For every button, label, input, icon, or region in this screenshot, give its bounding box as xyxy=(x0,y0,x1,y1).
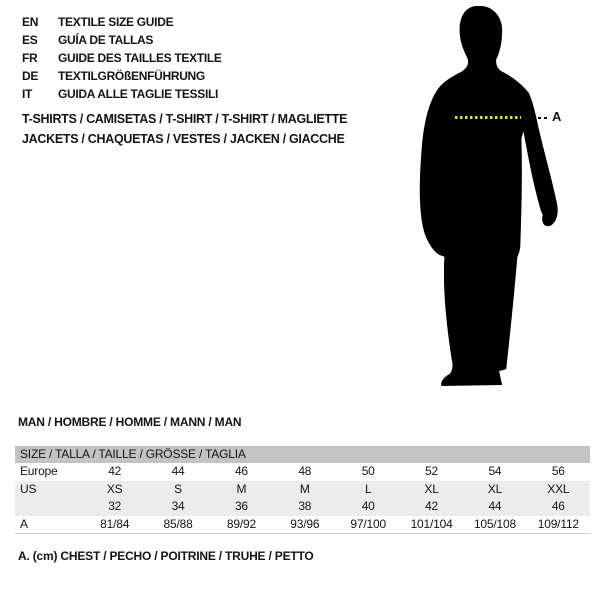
size-cell: M xyxy=(236,481,247,496)
size-cell: 54 xyxy=(488,464,502,478)
size-cell: XS xyxy=(106,481,123,496)
language-code: IT xyxy=(22,87,33,101)
size-cell: 109/112 xyxy=(537,516,579,531)
size-cell: 46 xyxy=(234,464,248,478)
language-code: FR xyxy=(22,51,38,65)
language-row-es xyxy=(22,31,222,49)
size-cell: 34 xyxy=(171,499,185,513)
language-code: DE xyxy=(22,69,39,83)
size-cell: 101/104 xyxy=(410,516,453,531)
size-cell: 85/88 xyxy=(163,516,193,531)
language-row-en xyxy=(22,13,222,31)
size-table-row xyxy=(15,516,590,534)
size-cell: S xyxy=(174,481,182,496)
size-row-label: A xyxy=(20,516,28,531)
size-cell: 46 xyxy=(551,499,565,513)
man-silhouette-figure xyxy=(413,4,565,392)
chest-measure-dashes-outside xyxy=(526,117,548,119)
size-cell: 42 xyxy=(425,499,439,513)
category-line: JACKETS / CHAQUETAS / VESTES / JACKEN / GIACCHE xyxy=(22,132,345,146)
language-row-fr xyxy=(22,49,222,67)
size-cell: XXL xyxy=(547,481,570,496)
size-cell: XL xyxy=(424,481,439,496)
size-cell: 81/84 xyxy=(100,516,130,531)
size-cell: 32 xyxy=(108,499,122,513)
size-cell: 50 xyxy=(361,464,375,478)
language-row-de xyxy=(22,67,222,85)
measurement-footnote: A. (cm) CHEST / PECHO / POITRINE / TRUHE / PETTO xyxy=(18,549,314,563)
size-cell: 105/108 xyxy=(473,516,516,531)
size-cell: XL xyxy=(487,481,503,496)
size-cell: 89/92 xyxy=(226,516,256,531)
size-cell: 48 xyxy=(298,464,312,478)
language-row-it xyxy=(22,85,222,103)
size-cell: 44 xyxy=(488,499,502,513)
size-cell: 44 xyxy=(171,464,185,478)
size-cell: 40 xyxy=(361,499,375,513)
size-row-label: Europe xyxy=(20,464,58,478)
language-label: GUIDA ALLE TAGLIE TESSILI xyxy=(58,87,219,101)
size-cell: 42 xyxy=(108,464,122,478)
language-list xyxy=(22,13,222,103)
size-table-header: SIZE / TALLA / TAILLE / GRÖSSE / TAGLIA xyxy=(15,446,590,463)
size-row-label: US xyxy=(20,481,37,496)
language-code: EN xyxy=(22,15,39,29)
size-cell: 93/96 xyxy=(290,516,320,531)
size-cell: L xyxy=(364,481,372,496)
section-title-man: MAN / HOMBRE / HOMME / MANN / MAN xyxy=(18,415,242,429)
size-table-row xyxy=(15,463,590,481)
language-label: TEXTILE SIZE GUIDE xyxy=(58,15,174,29)
size-cell: 52 xyxy=(425,464,439,478)
size-cell: 36 xyxy=(234,499,248,513)
language-code: ES xyxy=(22,33,38,47)
garment-categories xyxy=(22,109,347,149)
size-cell: 97/100 xyxy=(350,516,386,531)
language-label: GUÍA DE TALLAS xyxy=(58,33,154,47)
size-table-row xyxy=(15,481,590,499)
size-cell: 38 xyxy=(298,499,312,513)
chest-measure-dashes-on-body xyxy=(455,116,521,119)
language-label: GUIDE DES TAILLES TEXTILE xyxy=(58,51,222,65)
category-line: T-SHIRTS / CAMISETAS / T-SHIRT / T-SHIRT / MAGLIETTE xyxy=(22,112,348,126)
size-cell: 56 xyxy=(551,464,565,478)
size-cell: M xyxy=(299,481,310,496)
size-table-row xyxy=(15,498,590,516)
language-label: TEXTILGRÖßENFÜHRUNG xyxy=(58,69,205,83)
measure-label-a: A xyxy=(552,109,562,124)
man-silhouette-icon xyxy=(413,4,565,392)
size-table-bottom-line xyxy=(15,533,590,534)
size-table xyxy=(15,446,590,534)
